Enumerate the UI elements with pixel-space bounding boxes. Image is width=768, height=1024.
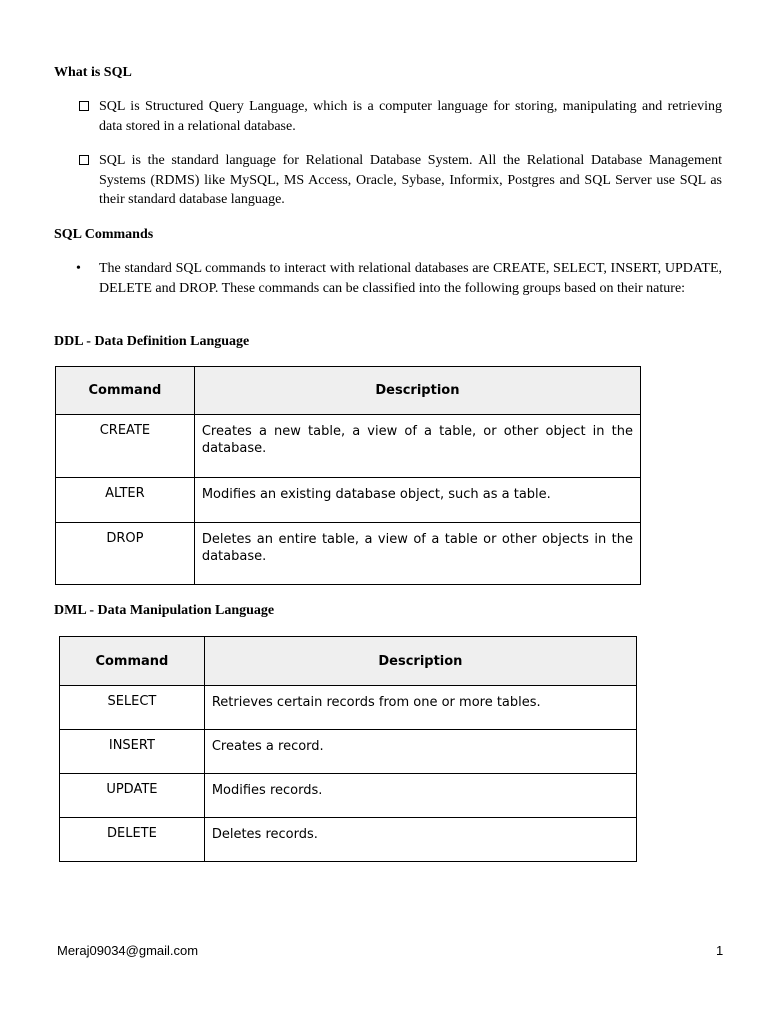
command-cell: DELETE: [60, 818, 205, 862]
description-cell: Retrieves certain records from one or more tables.: [204, 686, 636, 730]
table-header-row: [56, 367, 641, 415]
footer-email: Meraj09034@gmail.com: [57, 943, 199, 958]
command-cell: INSERT: [60, 730, 205, 774]
description-cell: Creates a record.: [204, 730, 636, 774]
table-row: [60, 818, 637, 862]
dml-table: [59, 636, 637, 862]
square-bullet-icon: [79, 101, 89, 111]
column-header-description: Description: [204, 637, 636, 686]
column-header-command: Command: [56, 367, 195, 415]
section-heading-ddl: DDL - Data Definition Language: [54, 334, 250, 349]
description-cell: Deletes an entire table, a view of a table or other objects in the database.: [194, 523, 640, 585]
ddl-table: [55, 366, 641, 585]
section-heading-sql-commands: SQL Commands: [54, 227, 154, 242]
table-row: [56, 415, 641, 478]
command-cell: CREATE: [56, 415, 195, 478]
description-cell: Modifies records.: [204, 774, 636, 818]
command-cell: ALTER: [56, 478, 195, 523]
bullet-dot-icon: •: [76, 261, 81, 276]
square-bullet-icon: [79, 155, 89, 165]
table-row: [60, 686, 637, 730]
description-cell: Creates a new table, a view of a table, or other object in the database.: [194, 415, 640, 478]
command-cell: DROP: [56, 523, 195, 585]
bullet-paragraph: SQL is the standard language for Relational Database System. All the Relational Database Management Systems (RDMS) like MySQL, MS Access, Oracle, Sybase, Informix, Postgres and SQL Server use SQL as their standard database language.: [99, 153, 722, 207]
command-cell: SELECT: [60, 686, 205, 730]
column-header-description: Description: [194, 367, 640, 415]
bullet-paragraph: SQL is Structured Query Language, which is a computer language for storing, manipulating and retrieving data stored in a relational database.: [99, 99, 722, 134]
table-row: [56, 523, 641, 585]
column-header-command: Command: [60, 637, 205, 686]
section-heading-what-is-sql: What is SQL: [54, 65, 132, 80]
bullet-paragraph: The standard SQL commands to interact with relational databases are CREATE, SELECT, INSERT, UPDATE, DELETE and DROP. These commands can be classified into the following groups based on their nature:: [99, 261, 722, 296]
footer-page-number: 1: [716, 943, 724, 958]
section-heading-dml: DML - Data Manipulation Language: [54, 603, 275, 618]
table-row: [56, 478, 641, 523]
table-header-row: [60, 637, 637, 686]
description-cell: Deletes records.: [204, 818, 636, 862]
command-cell: UPDATE: [60, 774, 205, 818]
table-row: [60, 774, 637, 818]
description-cell: Modifies an existing database object, such as a table.: [194, 478, 640, 523]
table-row: [60, 730, 637, 774]
